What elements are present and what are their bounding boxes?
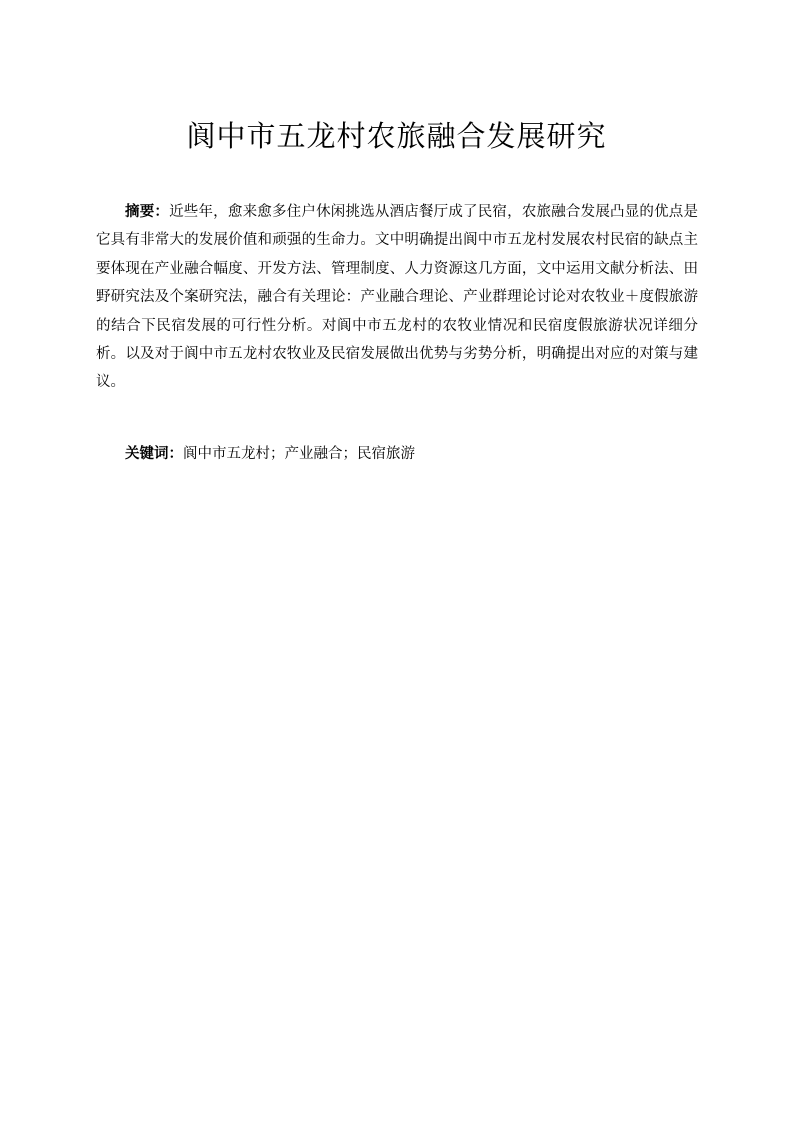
abstract-text: 近些年，愈来愈多住户休闲挑选从酒店餐厅成了民宿，农旅融合发展凸显的优点是它具有非常大的发展价值和顽强的生命力。文中明确提出阆中市五龙村发展农村民宿的缺点主要体现在产业融合幅度、开发方法、管理制度、人力资源这几方面，文中运用文献分析法、田野研究法及个案研究法，融合有关理论：产业融合理论、产业群理论讨论对农牧业＋度假旅游的结合下民宿发展的可行性分析。对阆中市五龙村的农牧业情况和民宿度假旅游状况详细分析。以及对于阆中市五龙村农牧业及民宿发展做出优势与劣势分析，明确提出对应的对策与建议。 (96, 204, 698, 391)
abstract-label: 摘要： (125, 204, 170, 220)
keywords-line (125, 440, 698, 468)
keywords-text: 阆中市五龙村；产业融合；民宿旅游 (183, 446, 415, 462)
paper-title: 阆中市五龙村农旅融合发展研究 (186, 119, 607, 153)
keywords-label: 关键词： (125, 446, 183, 462)
abstract-paragraph (96, 198, 698, 397)
